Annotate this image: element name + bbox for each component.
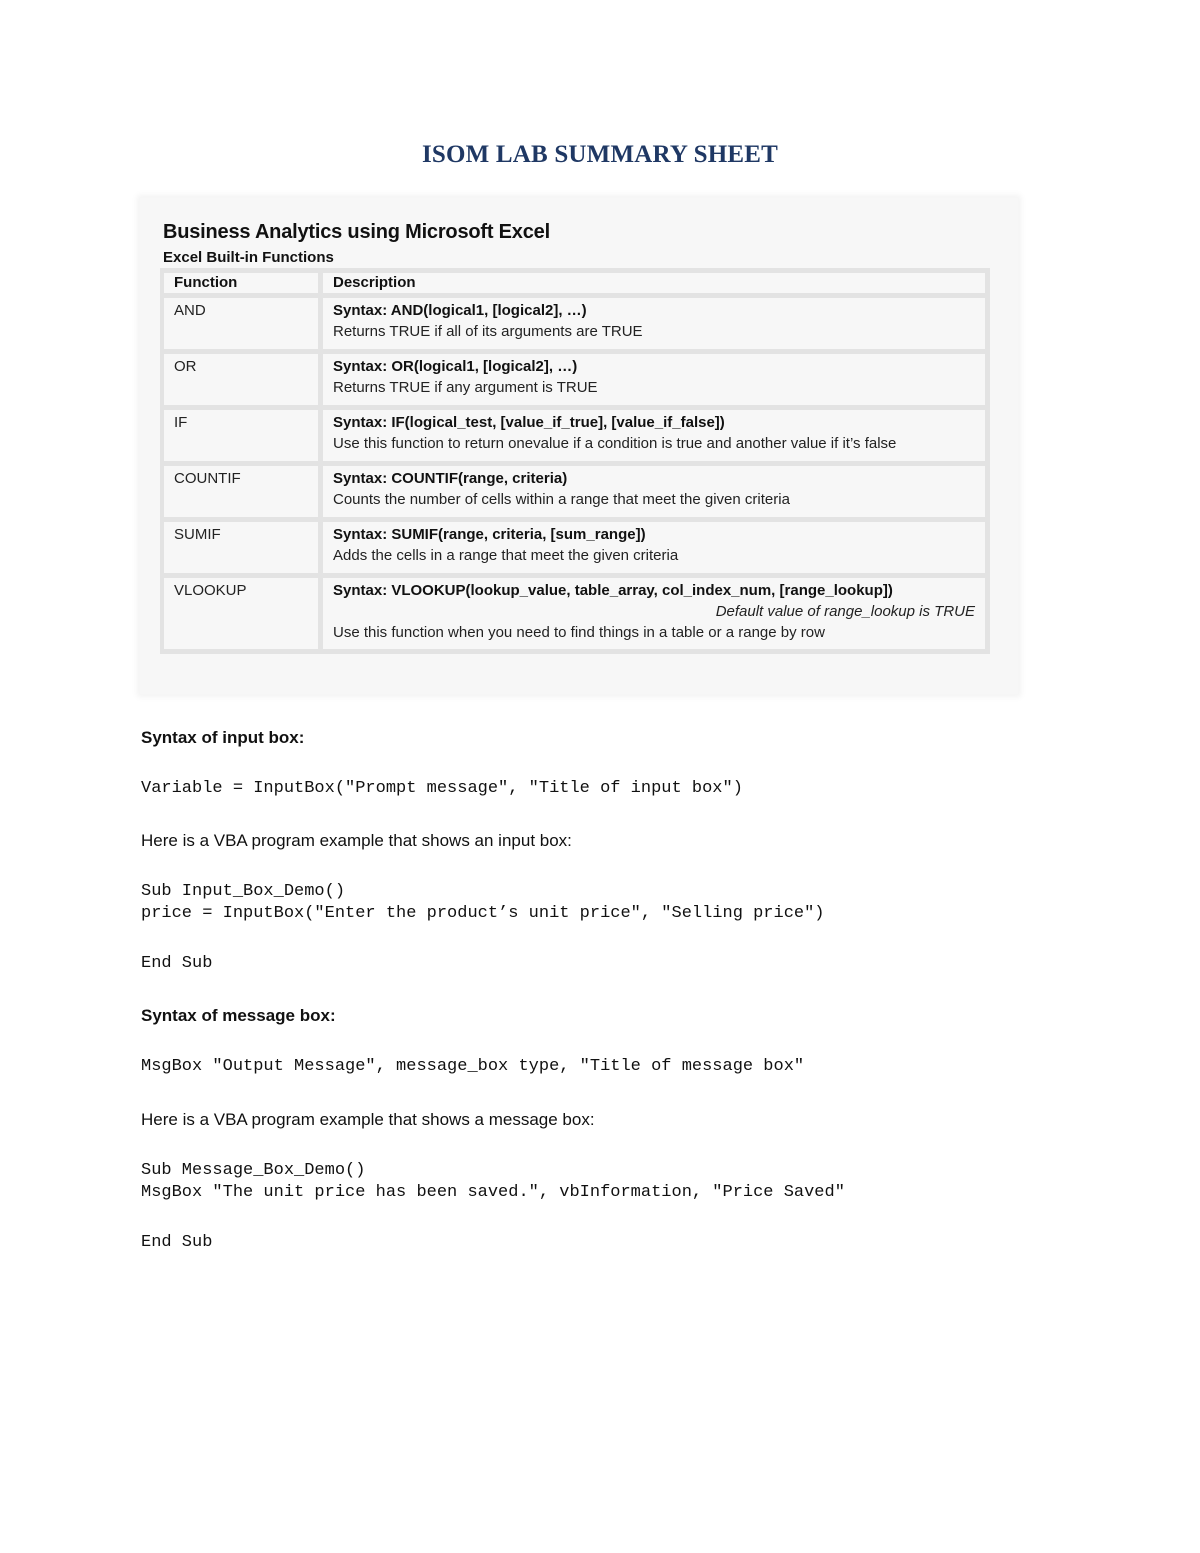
function-syntax: Syntax: SUMIF(range, criteria, [sum_range]): [333, 526, 646, 543]
function-syntax: Syntax: COUNTIF(range, criteria): [333, 470, 568, 487]
function-default-note: Default value of range_lookup is TRUE: [715, 603, 975, 620]
table-row: [162, 576, 988, 652]
page-title: ISOM LAB SUMMARY SHEET: [421, 141, 779, 168]
code-line: Sub Message_Box_Demo(): [141, 1161, 366, 1180]
function-syntax: Syntax: OR(logical1, [logical2], …): [333, 358, 578, 375]
function-description: [321, 464, 988, 520]
table-row: [162, 464, 988, 520]
function-description: [321, 352, 988, 408]
function-syntax: Syntax: VLOOKUP(lookup_value, table_array, col_index_num, [range_lookup]): [333, 582, 893, 599]
code-line: MsgBox "The unit price has been saved.", vbInformation, "Price Saved": [141, 1183, 845, 1202]
column-header-description: Description: [321, 271, 988, 296]
function-description: [321, 520, 988, 576]
message-box-syntax-code: MsgBox "Output Message", message_box type, "Title of message box": [141, 1057, 805, 1076]
input-box-syntax-code: Variable = InputBox("Prompt message", "Title of input box"): [141, 779, 743, 798]
function-desc-text: Returns TRUE if all of its arguments are TRUE: [333, 323, 643, 340]
function-name: AND: [162, 296, 321, 352]
function-desc-text: Adds the cells in a range that meet the given criteria: [333, 547, 679, 564]
message-box-example-intro: Here is a VBA program example that shows a message box:: [141, 1110, 595, 1129]
function-desc-text: Returns TRUE if any argument is TRUE: [333, 379, 598, 396]
table-row: [162, 408, 988, 464]
function-description: [321, 296, 988, 352]
excel-heading: Business Analytics using Microsoft Excel: [163, 221, 550, 243]
functions-table: [160, 268, 990, 654]
input-box-example-intro: Here is a VBA program example that shows an input box:: [141, 831, 572, 850]
function-desc-text: Counts the number of cells within a range that meet the given criteria: [333, 491, 790, 508]
function-syntax: Syntax: AND(logical1, [logical2], …): [333, 302, 587, 319]
function-desc-text: Use this function when you need to find things in a table or a range by row: [333, 624, 825, 641]
input-box-label: Syntax of input box:: [141, 728, 305, 747]
function-desc-text: Use this function to return onevalue if a condition is true and another value if it’s false: [333, 435, 897, 452]
table-row: [162, 520, 988, 576]
function-name: IF: [162, 408, 321, 464]
table-header-row: [162, 271, 988, 296]
code-line: End Sub: [141, 954, 213, 973]
message-box-label: Syntax of message box:: [141, 1006, 336, 1025]
function-syntax: Syntax: IF(logical_test, [value_if_true], [value_if_false]): [333, 414, 725, 431]
function-name: VLOOKUP: [162, 576, 321, 652]
table-row: [162, 352, 988, 408]
excel-functions-panel: [140, 198, 1018, 694]
code-line: End Sub: [141, 1233, 213, 1252]
function-description: [321, 576, 988, 652]
table-row: [162, 296, 988, 352]
excel-subheading: Excel Built-in Functions: [163, 249, 334, 266]
function-name: OR: [162, 352, 321, 408]
code-line: Sub Input_Box_Demo(): [141, 882, 346, 901]
function-name: COUNTIF: [162, 464, 321, 520]
column-header-function: Function: [162, 271, 321, 296]
function-name: SUMIF: [162, 520, 321, 576]
function-description: [321, 408, 988, 464]
code-line: price = InputBox("Enter the product’s unit price", "Selling price"): [141, 904, 825, 923]
